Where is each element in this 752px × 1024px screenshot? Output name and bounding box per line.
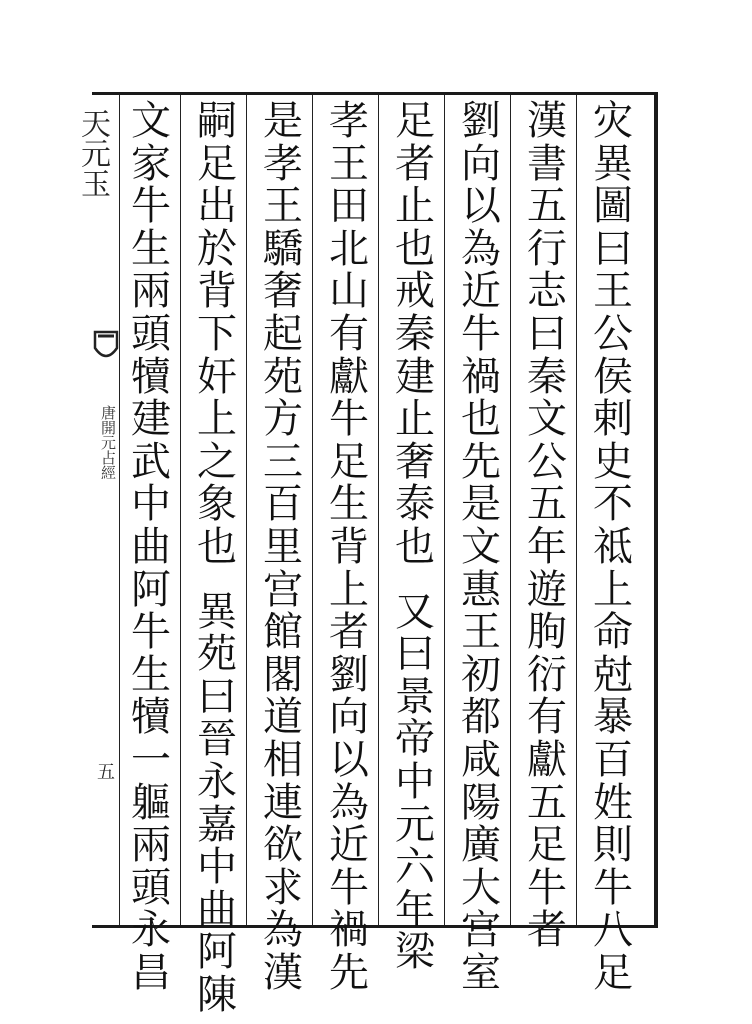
text-column: [450, 100, 512, 994]
margin-column: [75, 95, 120, 925]
column-text: 漢 書 五 行 志 曰 秦 文 公 五 年 遊 朐 衍 有 獻 五 足 牛 者: [527, 98, 567, 954]
column-text: 足 者 止 也 戒 秦 建 止 奢 泰 也: [395, 98, 435, 570]
text-column: [120, 100, 182, 994]
column-text: 是 孝 王 驕 奢 起 苑 方 三 百 里 宫 館 閣 道 相 連 欲 求 為 漢: [263, 98, 303, 996]
column-text: 孝 王 田 北 山 有 獻 牛 足 生 背 上 者 劉 向 以 為 近 牛 禍 先: [329, 98, 369, 996]
margin-title: 天元玉: [75, 108, 110, 198]
text-column: [186, 100, 248, 1016]
margin-page-number: 五: [97, 762, 115, 783]
text-column: [384, 100, 446, 974]
fishtail-mark-icon: [93, 330, 119, 370]
text-column: [516, 100, 578, 952]
text-column: [252, 100, 314, 994]
column-text: 劉 向 以 為 近 牛 禍 也 先 是 文 惠 王 初 都 咸 陽 廣 大 宫 室: [461, 98, 501, 996]
column-text: 文 家 牛 生 兩 頭 犢 建 武 中 曲 阿 牛 生 犢 一 軀 兩 頭 永 昌: [131, 98, 171, 996]
margin-book-title: 唐開元占經: [99, 405, 117, 480]
column-text: 灾 異 圖 曰 王 公 侯 剌 史 不 祗 上 命 尅 暴 百 姓 則 牛 八 足: [593, 98, 633, 996]
text-column: [582, 100, 644, 994]
column-text: 異 苑 曰 晉 永 嘉 中 曲 阿 陳: [197, 588, 237, 1018]
column-text: 嗣 足 出 於 背 下 奸 上 之 象 也: [197, 98, 237, 570]
column-text: 又 曰 景 帝 中 元 六 年 梁: [395, 588, 435, 976]
text-column: [318, 100, 380, 994]
